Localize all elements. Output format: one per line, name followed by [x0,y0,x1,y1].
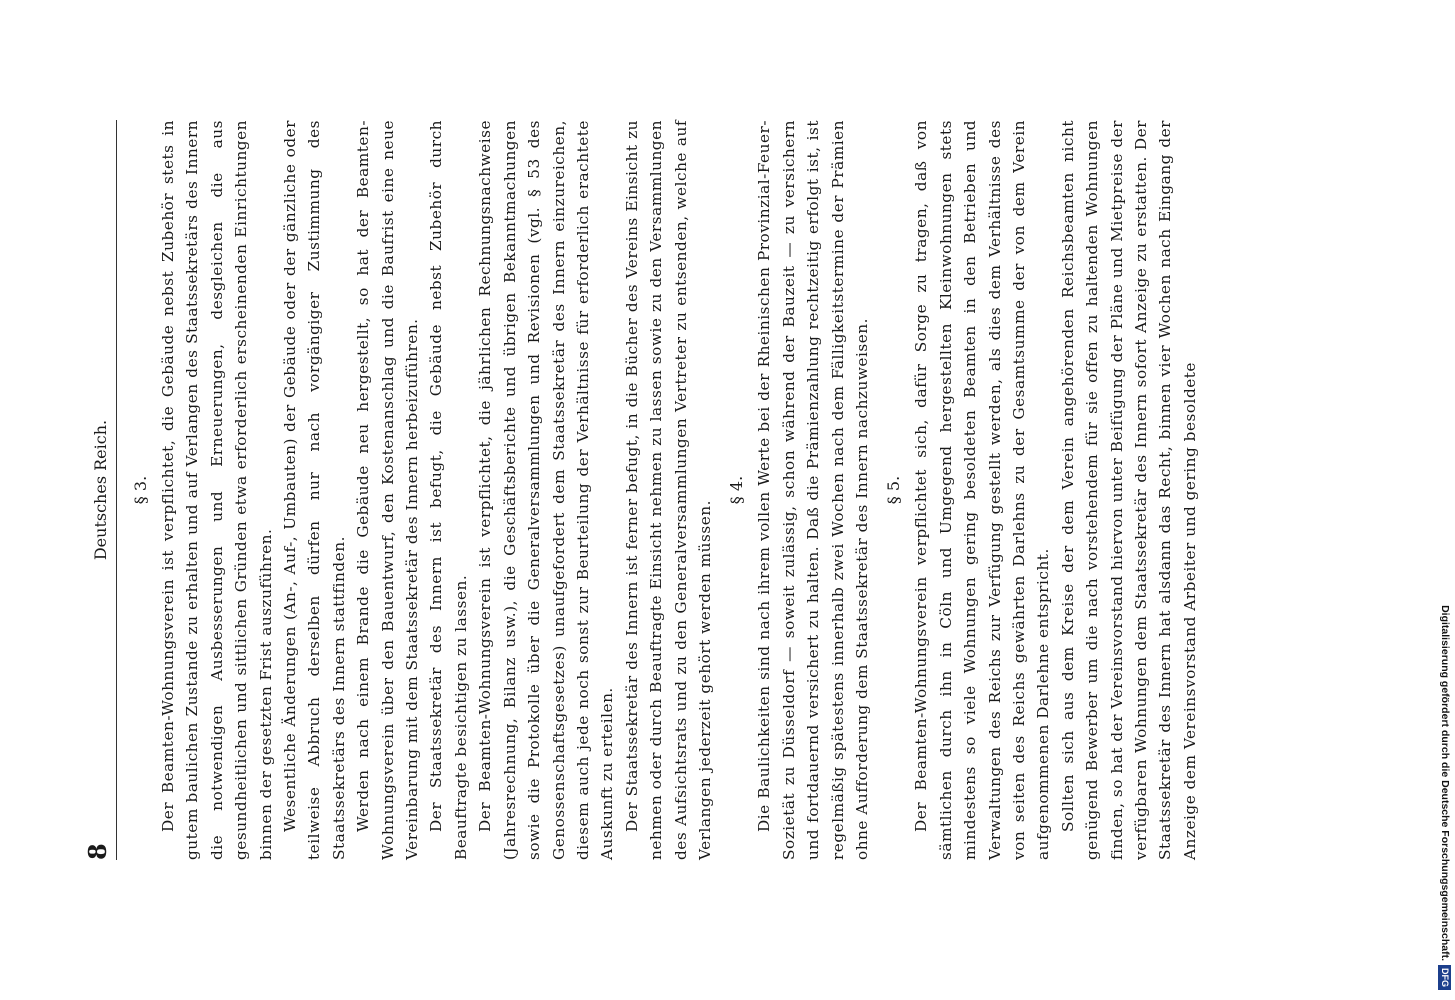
section-5 [884,120,1202,860]
section-4 [727,120,874,860]
paragraph: Der Staatssekretär des Innern ist befugt, die Gebäude nebst Zubehör durch Beauftragte besichtigen zu lassen. [427,120,470,860]
section-heading: § 5. [884,475,904,505]
digitization-credit [1437,10,1453,990]
paragraph: Der Beamten-Wohnungsverein ist verpflichtet, die jährlichen Rechnungsnachweise (Jahresrechnung, Bilanz usw.), die Geschäftsberichte und übrigen Bekanntmachungen sowie die Protokolle über die Generalversammlungen und Revisionen (vgl. § 53 des Genossenschaftsgesetzes) unaufgefordert dem Staatssekretär des Innern einzureichen, diesem auch jede noch sonst zur Beurteilung der Verhältnisse für erforderlich erachtete Auskunft zu erteilen. [476,120,617,860]
page-header [80,120,117,860]
paragraph: Der Beamten-Wohnungsverein verpflichtet sich, dafür Sorge zu tragen, daß von sämtlichen durch ihn in Cöln und Umgegend hergestellten Kleinwohnungen stets mindestens so viele Wohnungen gering besoldeten Beamten in den Betrieben und Verwaltungen des Reichs zur Verfügung gestellt werden, als dies dem Verhältnisse des von seiten des Reichs gewährten Darlehns zu der Gesamtsumme der von dem Verein aufgenommenen Darlehne entspricht. [912,120,1053,860]
dfg-logo: DFG [1438,965,1451,990]
page-number: 8 [83,843,112,860]
paragraph: Wesentliche Änderungen (An-, Auf-, Umbauten) der Gebäude oder der gänzliche oder teilweise Abbruch derselben dürfen nur nach vorgängiger Zustimmung des Staatssekretärs des Innern stattfinden. [281,120,348,860]
paragraph: Werden nach einem Brande die Gebäude neu hergestellt, so hat der Beamten-Wohnungsverein über den Bauentwurf, den Kostenanschlag und die Baufrist eine neue Vereinbarung mit dem Staatssekretär des Innern herbeizuführen. [354,120,422,860]
paragraph: Der Beamten-Wohnungsverein ist verpflichtet, die Gebäude nebst Zubehör stets in gutem baulichen Zustande zu erhalten und auf Verlangen des Staatssekretärs des Innern die notwendigen Ausbesserungen und Erneuerungen, desgleichen die aus gesundheitlichen und sittlichen Gründen etwa erforderlich erscheinenden Einrichtungen binnen der gesetzten Frist auszuführen. [159,120,275,860]
running-head: Deutsches Reich. [91,419,110,561]
rotated-content [80,120,1370,860]
document-page [80,120,1390,900]
credit-text: Digitalisierung gefördert durch die Deutsche Forschungsgemeinschaft. [1439,605,1451,961]
section-3 [131,120,717,860]
paragraph: Sollten sich aus dem Kreise der dem Verein angehörenden Reichsbeamten nicht genügend Bewerber um die nach vorstehendem für sie offen zu haltenden Wohnungen finden, so hat der Vereinsvorstand hiervon unter Beifügung der Pläne und Mietpreise der verfügbaren Wohnungen dem Staatssekretär des Innern sofort Anzeige zu erstatten. Der Staatssekretär des Innern hat alsdann das Recht, binnen vier Wochen nach Eingang der Anzeige dem Vereinsvorstand Arbeiter und gering besoldete [1058,120,1199,860]
paragraph: Der Staatssekretär des Innern ist ferner befugt, in die Bücher des Vereins Einsicht zu nehmen oder durch Beauftragte Einsicht nehmen zu lassen sowie zu den Versammlungen des Aufsichtsrats und zu den Generalversammlungen Vertreter zu entsenden, welche auf Verlangen jederzeit gehört werden müssen. [622,120,714,860]
section-heading: § 3. [131,475,150,505]
paragraph: Die Baulichkeiten sind nach ihrem vollen Werte bei der Rheinischen Provinzial-Feuer-Sozietät zu Düsseldorf — soweit zulässig, schon während der Bauzeit — zu versichern und fortdauernd versichert zu halten. Daß die Prämienzahlung rechtzeitig erfolgt ist, ist regelmäßig spätestens innerhalb zwei Wochen nach dem Fälligkeitstermine der Prämien ohne Aufforderung dem Staatssekretär des Innern nachzuweisen. [755,120,871,860]
section-heading: § 4. [727,475,747,505]
